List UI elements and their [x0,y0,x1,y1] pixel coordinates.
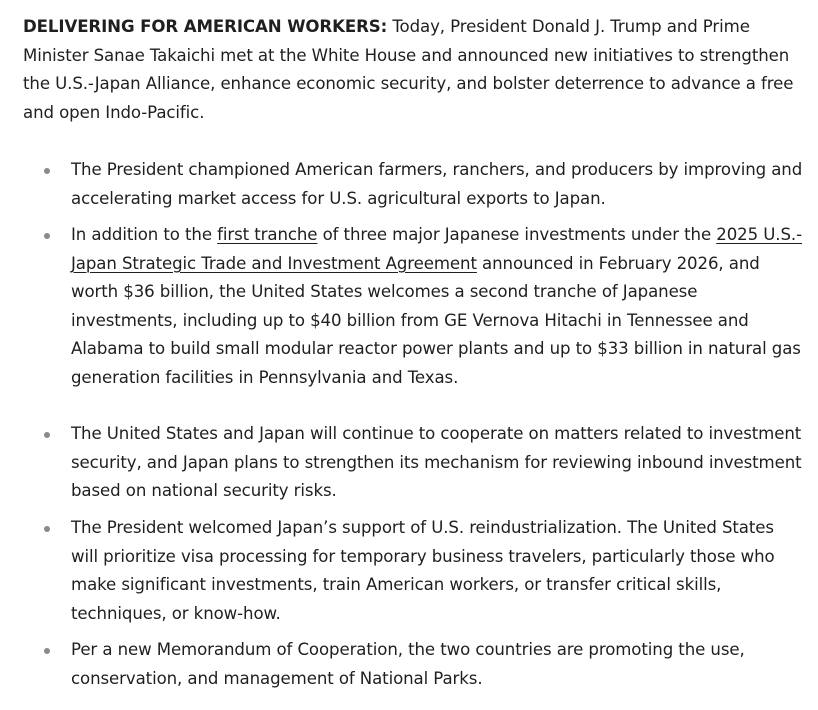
bullet-dot-icon [44,233,50,239]
bullet-text-farmers: The President championed American farmers, ranchers, and producers by improving and accelerating market access for U.S. agricultural exports to Japan. [71,160,803,208]
bullet-text-pre: In addition to the [71,225,218,244]
intro-lead: DELIVERING FOR AMERICAN WORKERS: [23,17,388,36]
intro-text: Today, President Donald J. Trump and Prime Minister Sanae Takaichi met at the White House and announced new initiatives to strengthen the U.S.-Japan Alliance, enhance economic security, and bolster deterrence to advance a free and open Indo-Pacific. [23,17,794,122]
trade-agreement-link[interactable]: 2025 U.S.-Japan Strategic Trade and Investment Agreement [71,225,802,273]
bullet-text-post: announced in February 2026, and worth $36 billion, the United States welcomes a second tranche of Japanese investments, including up to $40 billion from GE Vernova Hitachi in Tennessee and Alabama to build small modular reactor power plants and up to $33 billion in natural gas generation facilities in Pennsylvania and Texas. [71,253,801,387]
first-tranche-link[interactable]: first tranche [217,225,318,244]
bullet-dot-icon [44,648,50,654]
bullet-text-visa: The President welcomed Japan’s support of U.S. reindustrialization. The United States will prioritize visa processing for temporary business travelers, particularly those who make significant investments, train American workers, or transfer critical skills, techniques, or know-how. [71,518,775,623]
bullet-dot-icon [44,432,50,438]
bullet-dot-icon [44,526,50,532]
bullet-text-investments [71,221,806,392]
bullet-text-parks: Per a new Memorandum of Cooperation, the two countries are promoting the use, conservation, and management of National Parks. [71,640,745,688]
intro-paragraph [23,13,806,127]
bullet-text-mid: of three major Japanese investments under the [317,225,717,244]
bullet-text-security: The United States and Japan will continue to cooperate on matters related to investment security, and Japan plans to strengthen its mechanism for reviewing inbound investment based on national security risks. [71,424,802,500]
bullet-dot-icon [44,168,50,174]
